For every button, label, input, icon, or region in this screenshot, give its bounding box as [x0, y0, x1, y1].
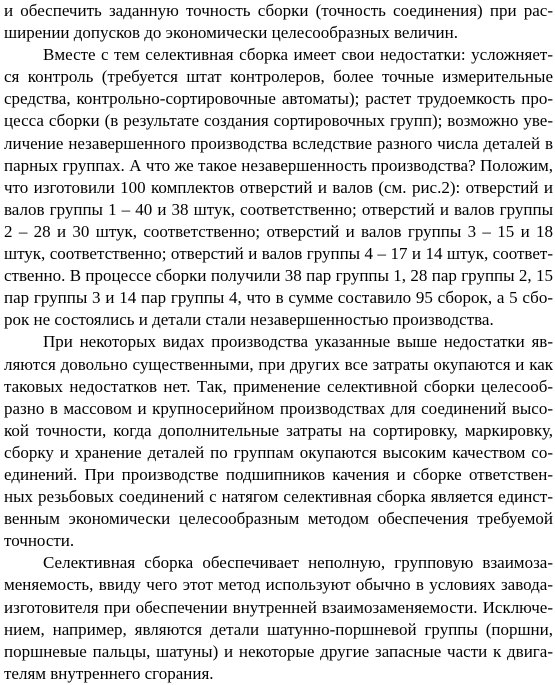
- text-line: ных резьбовых соединений с натягом селективная сборка является единст-: [4, 487, 553, 507]
- paragraph-2: [4, 44, 553, 331]
- text-line: цесса сборки (в результате создания сортировочных групп); возможно уве-: [4, 111, 553, 131]
- text-line: сборку и хранение деталей по группам окупаются высоким качеством со-: [4, 442, 553, 462]
- text-line: ся контроль (требуется штат контролеров, более точные измерительные: [4, 67, 553, 87]
- paragraph-3: [4, 331, 553, 552]
- text-line: штук, соответственно; отверстий и валов группы 4 – 17 и 14 штук, соответ-: [4, 244, 553, 264]
- text-line: ственно. В процессе сборки получили 38 пар группы 1, 28 пар группы 2, 15: [4, 266, 553, 286]
- text-line: разно в массовом и крупносерийном производствах для соединений высо-: [4, 398, 553, 418]
- paragraph-4: [4, 552, 553, 685]
- text-line: средства, контрольно-сортировочные автоматы); растет трудоемкость про-: [4, 89, 553, 109]
- paragraph-1: [4, 0, 553, 44]
- text-line: 2 – 28 и 30 штук, соответственно; отверстий и валов группы 3 – 15 и 18: [4, 221, 553, 241]
- text-line: парных группах. А что же такое незавершенность производства? Положим,: [4, 155, 553, 175]
- text-line: таковых недостатков нет. Так, применение селективной сборки целесооб-: [4, 376, 553, 396]
- text-line: нием, например, являются детали шатунно-поршневой группы (поршни,: [4, 619, 553, 639]
- text-line: венным экономически целесообразным методом обеспечения требуемой: [4, 509, 553, 529]
- text-line: Селективная сборка обеспечивает неполную, групповую взаимоза-: [43, 553, 553, 573]
- text-line: что изготовили 100 комплектов отверстий и валов (см. рис.2): отверстий и: [4, 177, 553, 197]
- text-line: меняемость, ввиду чего этот метод используют обычно в условиях завода-: [4, 575, 553, 595]
- text-line: ляются довольно существенными, при других все затраты окупаются и как: [4, 354, 553, 374]
- text-line: и обеспечить заданную точность сборки (точность соединения) при рас-: [4, 1, 553, 20]
- text-line: точности.: [4, 531, 75, 551]
- text-line: единений. При производстве подшипников качения и сборке ответствен-: [4, 464, 553, 484]
- text-line: рок не состоялись и детали стали незавершенностью производства.: [4, 310, 494, 330]
- text-line: личение незавершенного производства вследствие разного числа деталей в: [4, 133, 553, 153]
- text-line: При некоторых видах производства указанные выше недостатки яв-: [43, 332, 553, 352]
- text-line: валов группы 1 – 40 и 38 штук, соответственно; отверстий и валов группы: [4, 199, 553, 219]
- text-line: Вместе с тем селективная сборка имеет свои недостатки: усложняет-: [43, 45, 553, 65]
- text-line: пар группы 3 и 14 пар группы 4, что в сумме составило 95 сборок, а 5 сбо-: [4, 288, 553, 308]
- text-line: кой точности, когда дополнительные затраты на сортировку, маркировку,: [4, 420, 553, 440]
- text-line: телям внутреннего сгорания.: [4, 663, 214, 683]
- text-line: изготовителя при обеспечении внутренней взаимозаменяемости. Исключе-: [4, 597, 553, 617]
- text-line: поршневые пальцы, шатуны) и некоторые другие запасные части к двига-: [4, 641, 553, 661]
- text-line: ширении допусков до экономически целесообразных величин.: [4, 23, 459, 43]
- document-page: [4, 0, 553, 685]
